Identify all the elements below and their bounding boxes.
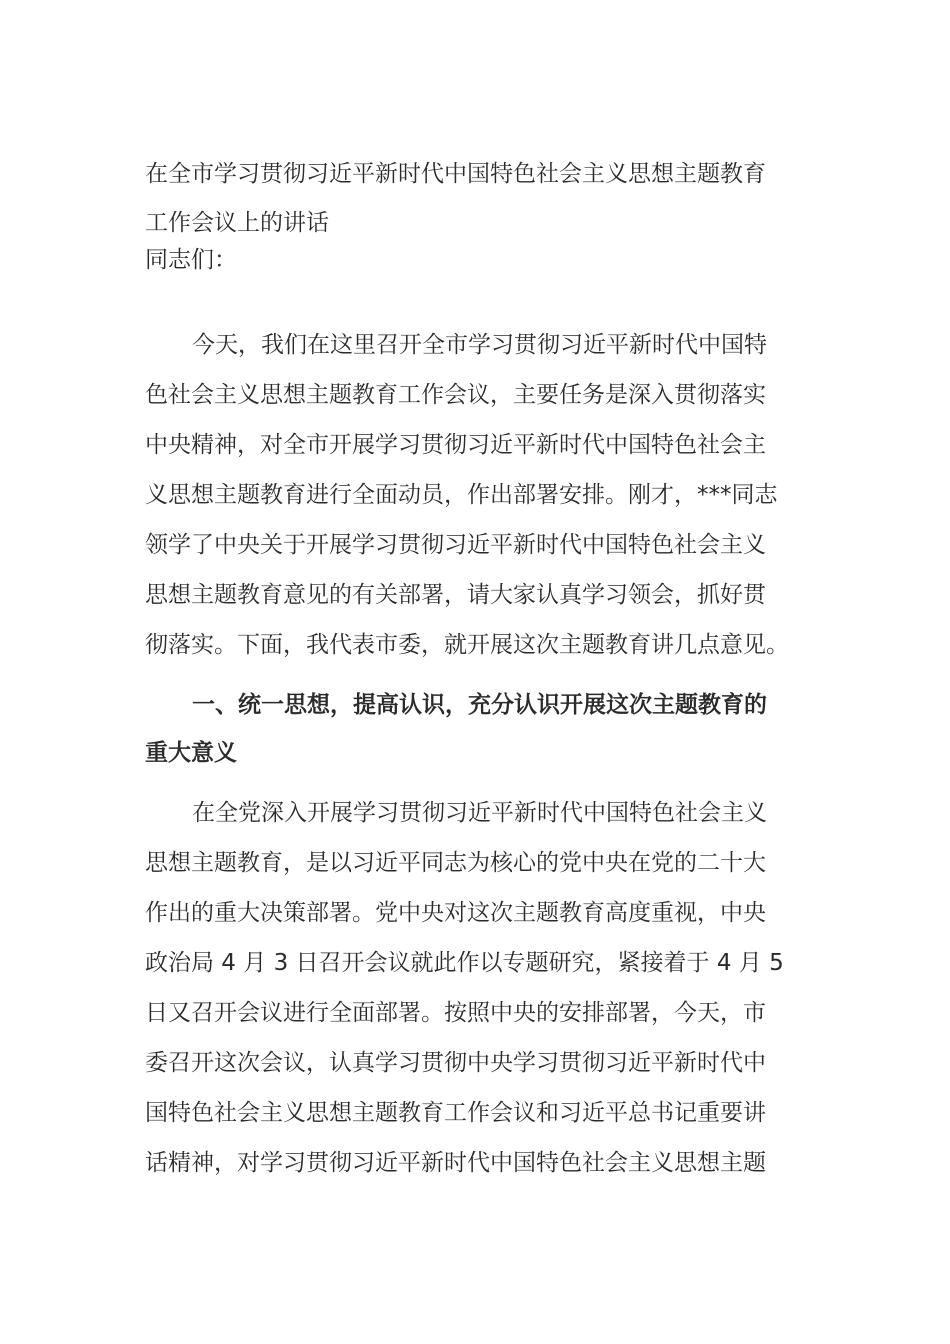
section-heading-1 <box>145 681 810 777</box>
paragraph-line: 中央精神，对全市开展学习贯彻习近平新时代中国特色社会主 <box>145 432 766 458</box>
paragraph-line: 在全党深入开展学习贯彻习近平新时代中国特色社会主义 <box>192 800 767 826</box>
paragraph-line: 国特色社会主义思想主题教育工作会议和习近平总书记重要讲 <box>145 1100 766 1126</box>
paragraph-line: 思想主题教育意见的有关部署，请大家认真学习领会，抓好贯 <box>145 582 766 608</box>
heading-line: 重大意义 <box>145 740 237 766</box>
title-line: 在全市学习贯彻习近平新时代中国特色社会主义思想主题教育 <box>145 161 766 187</box>
salutation <box>145 235 810 285</box>
salutation-text: 同志们： <box>145 247 237 273</box>
paragraph-line: 色社会主义思想主题教育工作会议，主要任务是深入贯彻落实 <box>145 382 766 408</box>
paragraph-intro <box>145 320 810 670</box>
paragraph-line: 作出的重大决策部署。党中央对这次主题教育高度重视，中央 <box>145 900 766 926</box>
paragraph-line: 今天，我们在这里召开全市学习贯彻习近平新时代中国特 <box>192 332 767 358</box>
heading-line: 一、统一思想，提高认识，充分认识开展这次主题教育的 <box>192 692 767 718</box>
paragraph-line: 义思想主题教育进行全面动员，作出部署安排。刚才，***同志 <box>145 482 778 508</box>
paragraph-line: 政治局 4 月 3 日召开会议就此作以专题研究，紧接着于 4 月 5 <box>145 950 784 976</box>
paragraph-line: 彻落实。下面，我代表市委，就开展这次主题教育讲几点意见。 <box>145 632 789 658</box>
document-title <box>145 150 810 248</box>
paragraph-line: 领学了中央关于开展学习贯彻习近平新时代中国特色社会主义 <box>145 532 766 558</box>
paragraph-line: 日又召开会议进行全面部署。按照中央的安排部署，今天，市 <box>145 1000 766 1026</box>
paragraph-line: 话精神，对学习贯彻习近平新时代中国特色社会主义思想主题 <box>145 1150 766 1176</box>
paragraph-line: 委召开这次会议，认真学习贯彻中央学习贯彻习近平新时代中 <box>145 1050 766 1076</box>
paragraph-significance <box>145 788 810 1188</box>
paragraph-line: 思想主题教育，是以习近平同志为核心的党中央在党的二十大 <box>145 850 766 876</box>
title-line: 工作会议上的讲话 <box>145 210 329 236</box>
